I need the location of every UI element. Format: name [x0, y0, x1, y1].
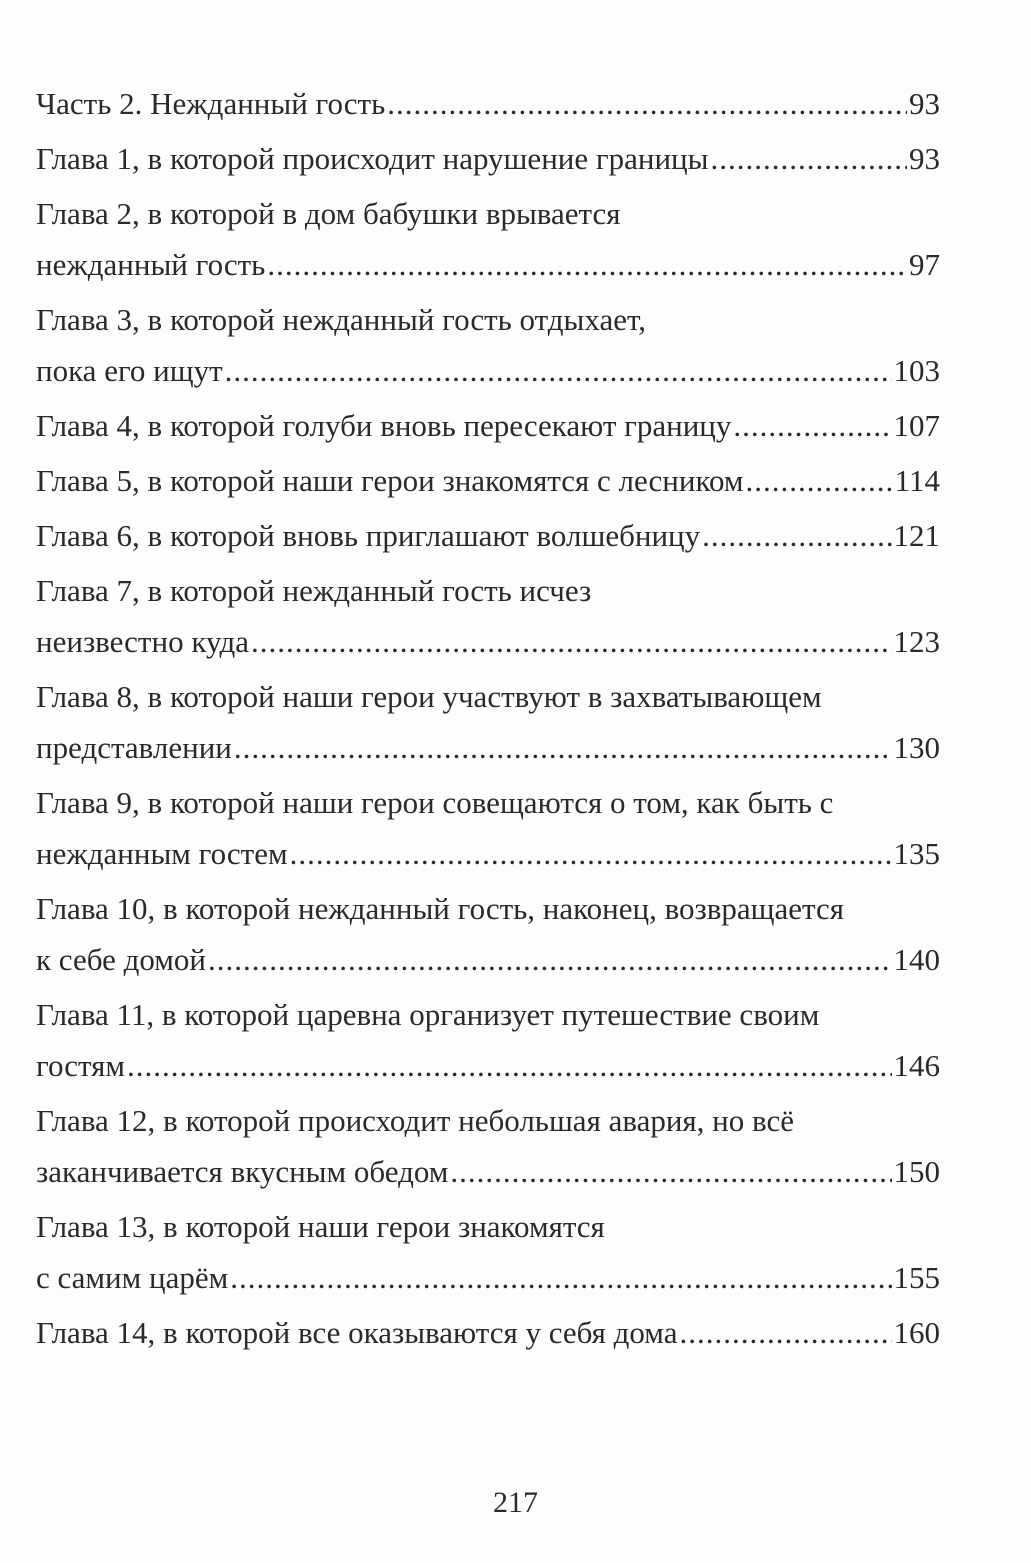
- toc-entry-row: [36, 1146, 940, 1197]
- toc-entry-title-line: Глава 3, в которой нежданный гость отдыхает,: [36, 302, 646, 337]
- toc-entry-row: [36, 400, 940, 451]
- table-of-contents: [36, 78, 940, 1358]
- toc-entry-row: [36, 1307, 940, 1358]
- dot-leader: [230, 1252, 891, 1303]
- toc-page-number: 97: [909, 247, 940, 282]
- toc-entry: [36, 565, 940, 667]
- dot-leader: [225, 345, 892, 396]
- toc-entry-row: [36, 1252, 940, 1303]
- toc-entry-row: [36, 934, 940, 985]
- toc-entry-row: [36, 616, 940, 667]
- toc-page-number: 114: [894, 463, 940, 498]
- dot-leader: [710, 133, 907, 184]
- dot-leader: [127, 1040, 892, 1091]
- toc-entry-title-line: Глава 9, в которой наши герои совещаются о том, как быть с: [36, 785, 834, 820]
- toc-entry: [36, 400, 940, 451]
- dot-leader: [387, 78, 907, 129]
- toc-entry-row: [36, 510, 940, 561]
- toc-entry-title-line: представлении: [36, 730, 232, 765]
- toc-page-number: 160: [893, 1315, 940, 1350]
- toc-entry: [36, 1095, 940, 1197]
- toc-entry-title-line: Глава 5, в которой наши герои знакомятся с лесником: [36, 463, 744, 498]
- toc-entry: [36, 78, 940, 129]
- dot-leader: [746, 455, 893, 506]
- toc-entry-title-line: Глава 11, в которой царевна организует путешествие своим: [36, 997, 820, 1032]
- toc-entry-row: [36, 239, 940, 290]
- dot-leader: [267, 239, 907, 290]
- toc-entry-row: [36, 722, 940, 773]
- dot-leader: [290, 828, 892, 879]
- toc-entry-title-line: Глава 2, в которой в дом бабушки врывается: [36, 196, 621, 231]
- toc-entry-title-line: заканчивается вкусным обедом: [36, 1154, 449, 1189]
- toc-entry-row: [36, 133, 940, 184]
- toc-page-number: 123: [893, 624, 940, 659]
- dot-leader: [234, 722, 892, 773]
- dot-leader: [733, 400, 891, 451]
- toc-entry: [36, 510, 940, 561]
- toc-page-number: 130: [893, 730, 940, 765]
- toc-entry-title-line: нежданным гостем: [36, 836, 288, 871]
- toc-entry: [36, 133, 940, 184]
- toc-page-number: 140: [893, 942, 940, 977]
- dot-leader: [679, 1307, 891, 1358]
- toc-entry-row: [36, 345, 940, 396]
- toc-page-number: 121: [893, 518, 940, 553]
- toc-entry-title-line: гостям: [36, 1048, 125, 1083]
- toc-entry: [36, 294, 940, 396]
- dot-leader: [702, 510, 891, 561]
- toc-entry-row: [36, 455, 940, 506]
- toc-entry-title-line: с самим царём: [36, 1260, 229, 1295]
- toc-entry-row: [36, 1040, 940, 1091]
- toc-entry-title-line: пока его ищут: [36, 353, 223, 388]
- toc-entry-title-line: Глава 6, в которой вновь приглашают волшебницу: [36, 518, 701, 553]
- toc-entry-title-line: Глава 1, в которой происходит нарушение границы: [36, 141, 709, 176]
- toc-entry: [36, 671, 940, 773]
- toc-page-number: 107: [893, 408, 940, 443]
- toc-entry-title-line: Глава 4, в которой голуби вновь пересекают границу: [36, 408, 732, 443]
- toc-page-number: 155: [893, 1260, 940, 1295]
- toc-entry-title-line: Глава 12, в которой происходит небольшая авария, но всё: [36, 1103, 794, 1138]
- toc-page-number: 150: [893, 1154, 940, 1189]
- toc-entry: [36, 989, 940, 1091]
- toc-page-number: 146: [893, 1048, 940, 1083]
- toc-entry-title-line: нежданный гость: [36, 247, 266, 282]
- toc-entry: [36, 188, 940, 290]
- toc-entry-title-line: к себе домой: [36, 942, 206, 977]
- toc-entry: [36, 777, 940, 879]
- toc-entry-row: [36, 78, 940, 129]
- toc-entry: [36, 1307, 940, 1358]
- dot-leader: [251, 616, 891, 667]
- toc-entry-title-line: Часть 2. Нежданный гость: [36, 86, 386, 121]
- toc-entry-title-line: Глава 13, в которой наши герои знакомятся: [36, 1209, 605, 1244]
- toc-page-number: 93: [909, 86, 940, 121]
- toc-page-number: 135: [893, 836, 940, 871]
- toc-entry-title-line: Глава 14, в которой все оказываются у себя дома: [36, 1315, 678, 1350]
- dot-leader: [450, 1146, 891, 1197]
- toc-entry-title-line: Глава 10, в которой нежданный гость, наконец, возвращается: [36, 891, 844, 926]
- dot-leader: [208, 934, 892, 985]
- toc-entry-row: [36, 828, 940, 879]
- toc-page-number: 93: [909, 141, 940, 176]
- page-number: 217: [493, 1486, 538, 1519]
- toc-entry: [36, 455, 940, 506]
- toc-entry: [36, 1201, 940, 1303]
- toc-entry: [36, 883, 940, 985]
- toc-page-number: 103: [893, 353, 940, 388]
- toc-entry-title-line: Глава 8, в которой наши герои участвуют в захватывающем: [36, 679, 822, 714]
- toc-entry-title-line: Глава 7, в которой нежданный гость исчез: [36, 573, 592, 608]
- toc-entry-title-line: неизвестно куда: [36, 624, 250, 659]
